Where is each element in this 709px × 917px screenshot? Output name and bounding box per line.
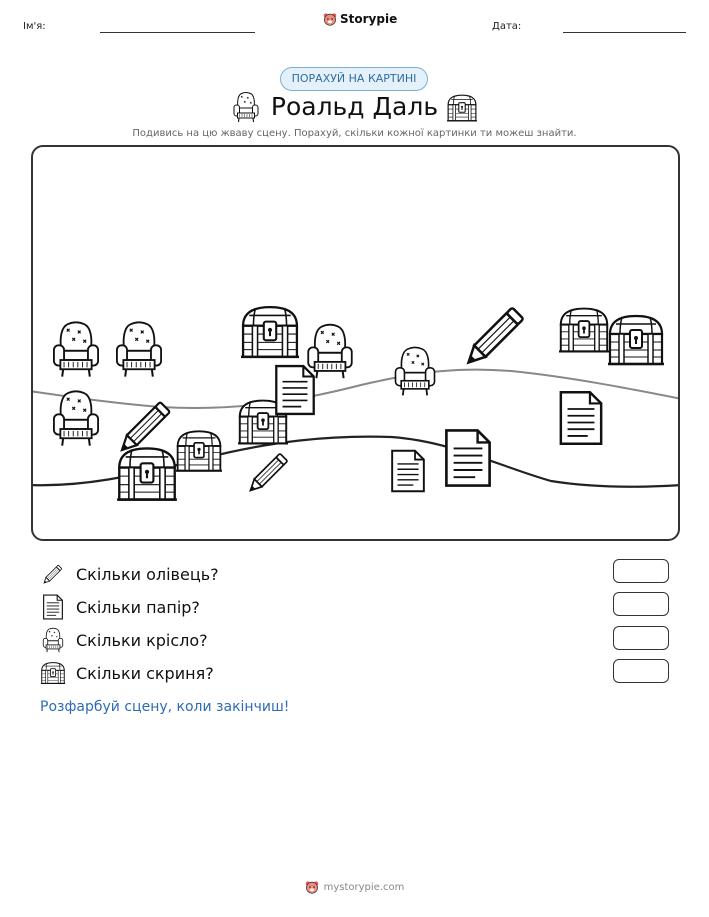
date-line[interactable] bbox=[563, 32, 686, 33]
storypie-logo bbox=[323, 12, 397, 26]
footer-site: mystorypie.com bbox=[323, 881, 405, 893]
counting-scene bbox=[31, 145, 680, 541]
page-title: Роальд Даль bbox=[270, 92, 439, 121]
pencil-icon bbox=[247, 453, 288, 494]
answer-box-chest[interactable] bbox=[613, 659, 669, 683]
answer-box-paper[interactable] bbox=[613, 592, 669, 616]
count-badge: ПОРАХУЙ НА КАРТИНІ bbox=[280, 67, 428, 91]
question-row bbox=[40, 561, 219, 587]
question-text: Скільки скриня? bbox=[76, 663, 214, 683]
paper-icon bbox=[561, 392, 601, 444]
footer bbox=[0, 880, 709, 894]
armchair-icon bbox=[54, 322, 98, 376]
chest-icon bbox=[117, 448, 177, 499]
question-row bbox=[40, 660, 214, 686]
pencil-icon bbox=[463, 308, 524, 369]
armchair-icon bbox=[308, 325, 352, 378]
name-line[interactable] bbox=[100, 32, 255, 33]
question-text: Скільки крісло? bbox=[76, 630, 208, 650]
chest-icon bbox=[176, 431, 222, 470]
armchair-icon bbox=[117, 322, 161, 376]
answer-box-pencil[interactable] bbox=[613, 559, 669, 583]
answer-box-armchair[interactable] bbox=[613, 626, 669, 650]
armchair-icon bbox=[396, 347, 435, 395]
color-instruction: Розфарбуй сцену, коли закінчиш! bbox=[40, 699, 290, 715]
date-label: Дата: bbox=[492, 21, 522, 32]
pencil-icon bbox=[40, 561, 66, 587]
question-row bbox=[40, 594, 200, 620]
logo-text: Storypie bbox=[340, 12, 398, 26]
paper-icon bbox=[392, 451, 424, 491]
chest-icon bbox=[446, 93, 478, 123]
name-label: Ім'я: bbox=[23, 21, 46, 32]
chest-icon bbox=[40, 660, 66, 686]
question-row bbox=[40, 627, 208, 653]
bear-icon bbox=[305, 880, 319, 894]
question-text: Скільки олівець? bbox=[76, 564, 219, 584]
page-subtitle: Подивись на цю жваву сцену. Порахуй, скільки кожної картинки ти можеш знайти. bbox=[132, 128, 577, 139]
chest-icon bbox=[608, 316, 664, 364]
armchair-icon bbox=[40, 627, 66, 653]
question-text: Скільки папір? bbox=[76, 597, 200, 617]
paper-icon bbox=[446, 430, 489, 485]
paper-icon bbox=[276, 366, 313, 414]
paper-icon bbox=[40, 594, 66, 620]
chest-icon bbox=[559, 309, 609, 352]
pencil-icon bbox=[117, 402, 170, 455]
chest-icon bbox=[241, 307, 299, 357]
bear-icon bbox=[323, 12, 337, 26]
armchair-icon bbox=[232, 91, 260, 123]
